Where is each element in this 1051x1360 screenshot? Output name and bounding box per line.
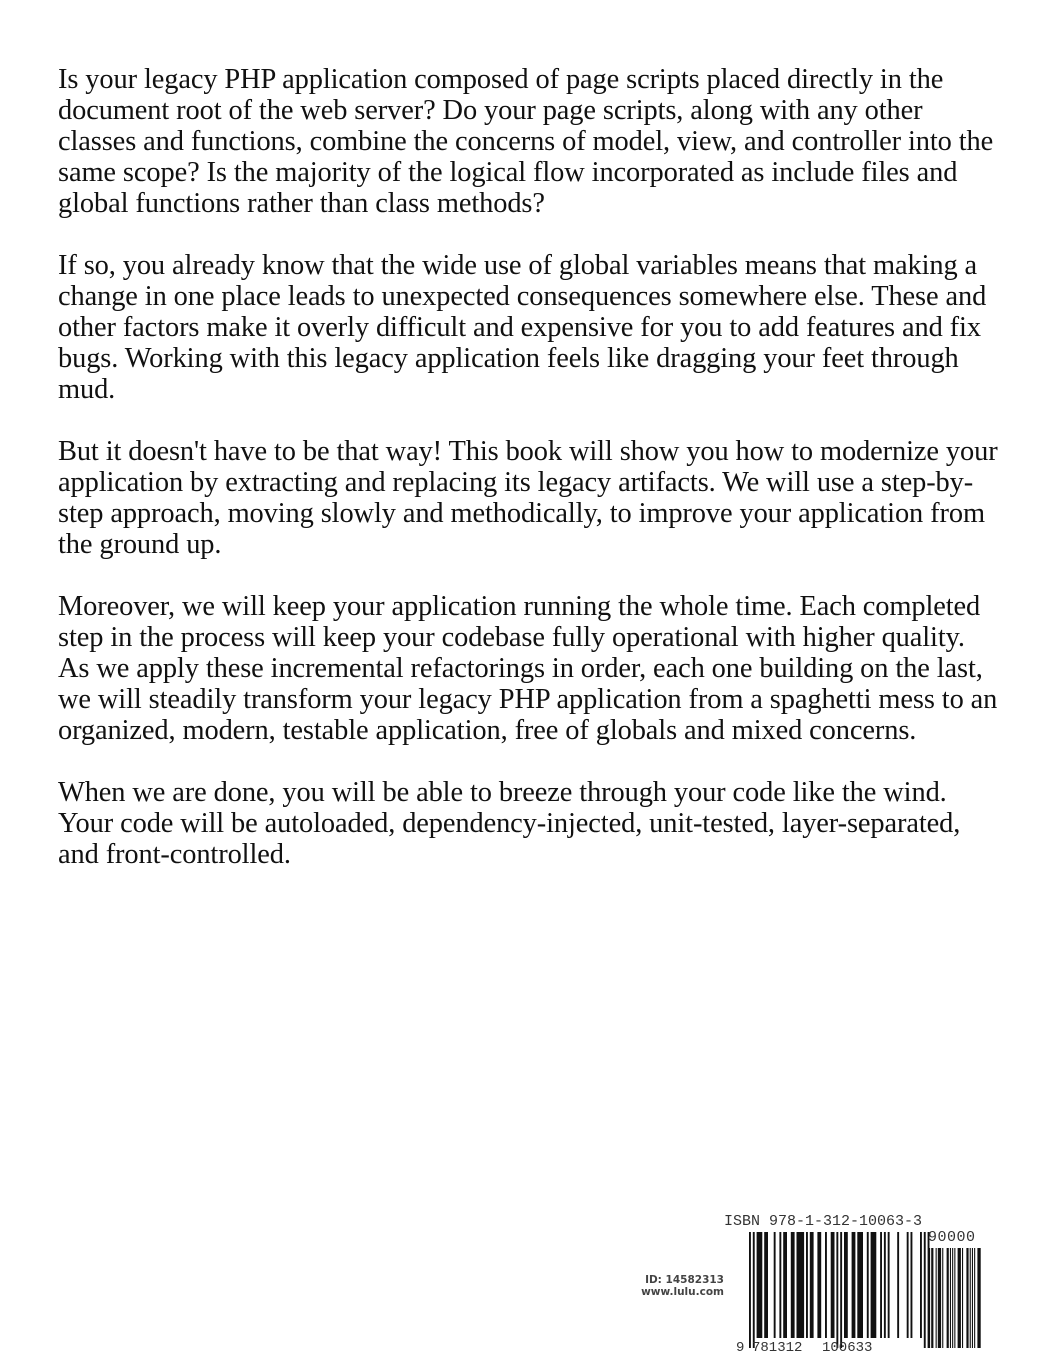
barcode-left-digits: 781312 xyxy=(752,1340,803,1356)
barcode-bar xyxy=(880,1232,882,1338)
barcode-bar xyxy=(911,1232,913,1338)
barcode-addon-bar xyxy=(972,1248,973,1348)
isbn-label: ISBN 978-1-312-10063-3 xyxy=(724,1213,923,1230)
barcode-bar xyxy=(888,1232,890,1338)
barcode-addon-bar xyxy=(962,1248,963,1348)
barcode-bar xyxy=(791,1232,795,1338)
barcode-bar xyxy=(852,1232,856,1338)
barcode-lead-digit: 9 xyxy=(736,1340,745,1356)
barcode-bar xyxy=(764,1232,768,1338)
barcode-bar xyxy=(836,1232,838,1348)
barcode-bar xyxy=(897,1232,899,1338)
barcode-addon-bar xyxy=(952,1248,953,1348)
publisher-id: ID: 14582313 xyxy=(645,1274,724,1286)
barcode-right-digits: 100633 xyxy=(822,1340,873,1356)
barcode-bar xyxy=(857,1232,863,1338)
barcode-bar xyxy=(753,1232,755,1348)
barcode-addon-bar xyxy=(954,1248,955,1348)
barcode-addon-bar xyxy=(947,1248,949,1348)
barcode-bar xyxy=(884,1232,886,1338)
barcode-bar xyxy=(924,1232,926,1348)
barcode-bar xyxy=(825,1232,827,1338)
barcode-addon-bar xyxy=(931,1248,933,1348)
barcode-addon-bar xyxy=(942,1248,943,1348)
blurb-text xyxy=(58,64,998,901)
barcode-bar xyxy=(749,1232,751,1348)
publisher-website: www.lulu.com xyxy=(641,1286,724,1298)
barcode-bar xyxy=(831,1232,835,1338)
barcode-bar xyxy=(871,1232,877,1338)
publisher-info xyxy=(610,1274,724,1298)
barcode-bar xyxy=(783,1232,787,1338)
barcode-bar xyxy=(920,1232,922,1338)
isbn-barcode xyxy=(722,1214,984,1356)
blurb-paragraph-3: But it doesn't have to be that way! This book will show you how to modernize your application by extracting and replacing its legacy artifacts. We will use a step-by-step approach, moving slowly and methodically, to improve your application from the ground up. xyxy=(58,436,998,560)
price-code: 90000 xyxy=(928,1229,976,1246)
barcode-addon-bar xyxy=(950,1248,951,1348)
barcode-bar xyxy=(774,1232,776,1338)
barcode-addon-bar xyxy=(974,1248,975,1348)
barcode-bar xyxy=(810,1232,814,1338)
blurb-paragraph-1: Is your legacy PHP application composed of page scripts placed directly in the document root of the web server? Do your page scripts, along with any other classes and functions, combine the concerns of model, view, and controller into the same scope? Is the majority of the logical flow incorporated as include files and global functions rather than class methods? xyxy=(58,64,994,219)
barcode-bar xyxy=(779,1232,781,1338)
barcode-addon-bar xyxy=(929,1248,930,1348)
barcode-bar xyxy=(797,1232,805,1338)
barcode-addon-bar xyxy=(977,1248,980,1348)
blurb-paragraph-2: If so, you already know that the wide use of global variables means that making a change in one place leads to unexpected consequences somewhere else. These and other factors make it overly difficult and expensive for you to add features and fix bugs. Working with this legacy application feels like dragging your feet through mud. xyxy=(58,250,987,405)
barcode-addon-bar xyxy=(958,1248,961,1348)
barcode-addon-bar xyxy=(938,1248,941,1348)
barcode-bar xyxy=(867,1232,869,1338)
barcode-addon-bar xyxy=(970,1248,971,1348)
barcode-bar xyxy=(757,1232,763,1338)
barcode-addon-bar xyxy=(936,1248,937,1348)
barcode-bar xyxy=(907,1232,909,1338)
barcode-bar xyxy=(844,1232,848,1338)
barcode-addon-bar xyxy=(966,1248,968,1348)
barcode-bar xyxy=(806,1232,808,1338)
barcode-bar xyxy=(817,1232,821,1338)
blurb-paragraph-4: Moreover, we will keep your application running the whole time. Each completed step in the process will keep your codebase fully operational with higher quality. As we apply these incremental refactorings in order, each one building on the last, we will steadily transform your legacy PHP application from a spaghetti mess to an organized, modern, testable application, free of globals and mixed concerns. xyxy=(58,591,998,746)
barcode-bar xyxy=(840,1232,842,1348)
blurb-paragraph-5: When we are done, you will be able to breeze through your code like the wind. Your code will be autoloaded, dependency-injected, unit-tested, layer-separated, and front-controlled. xyxy=(58,777,961,870)
